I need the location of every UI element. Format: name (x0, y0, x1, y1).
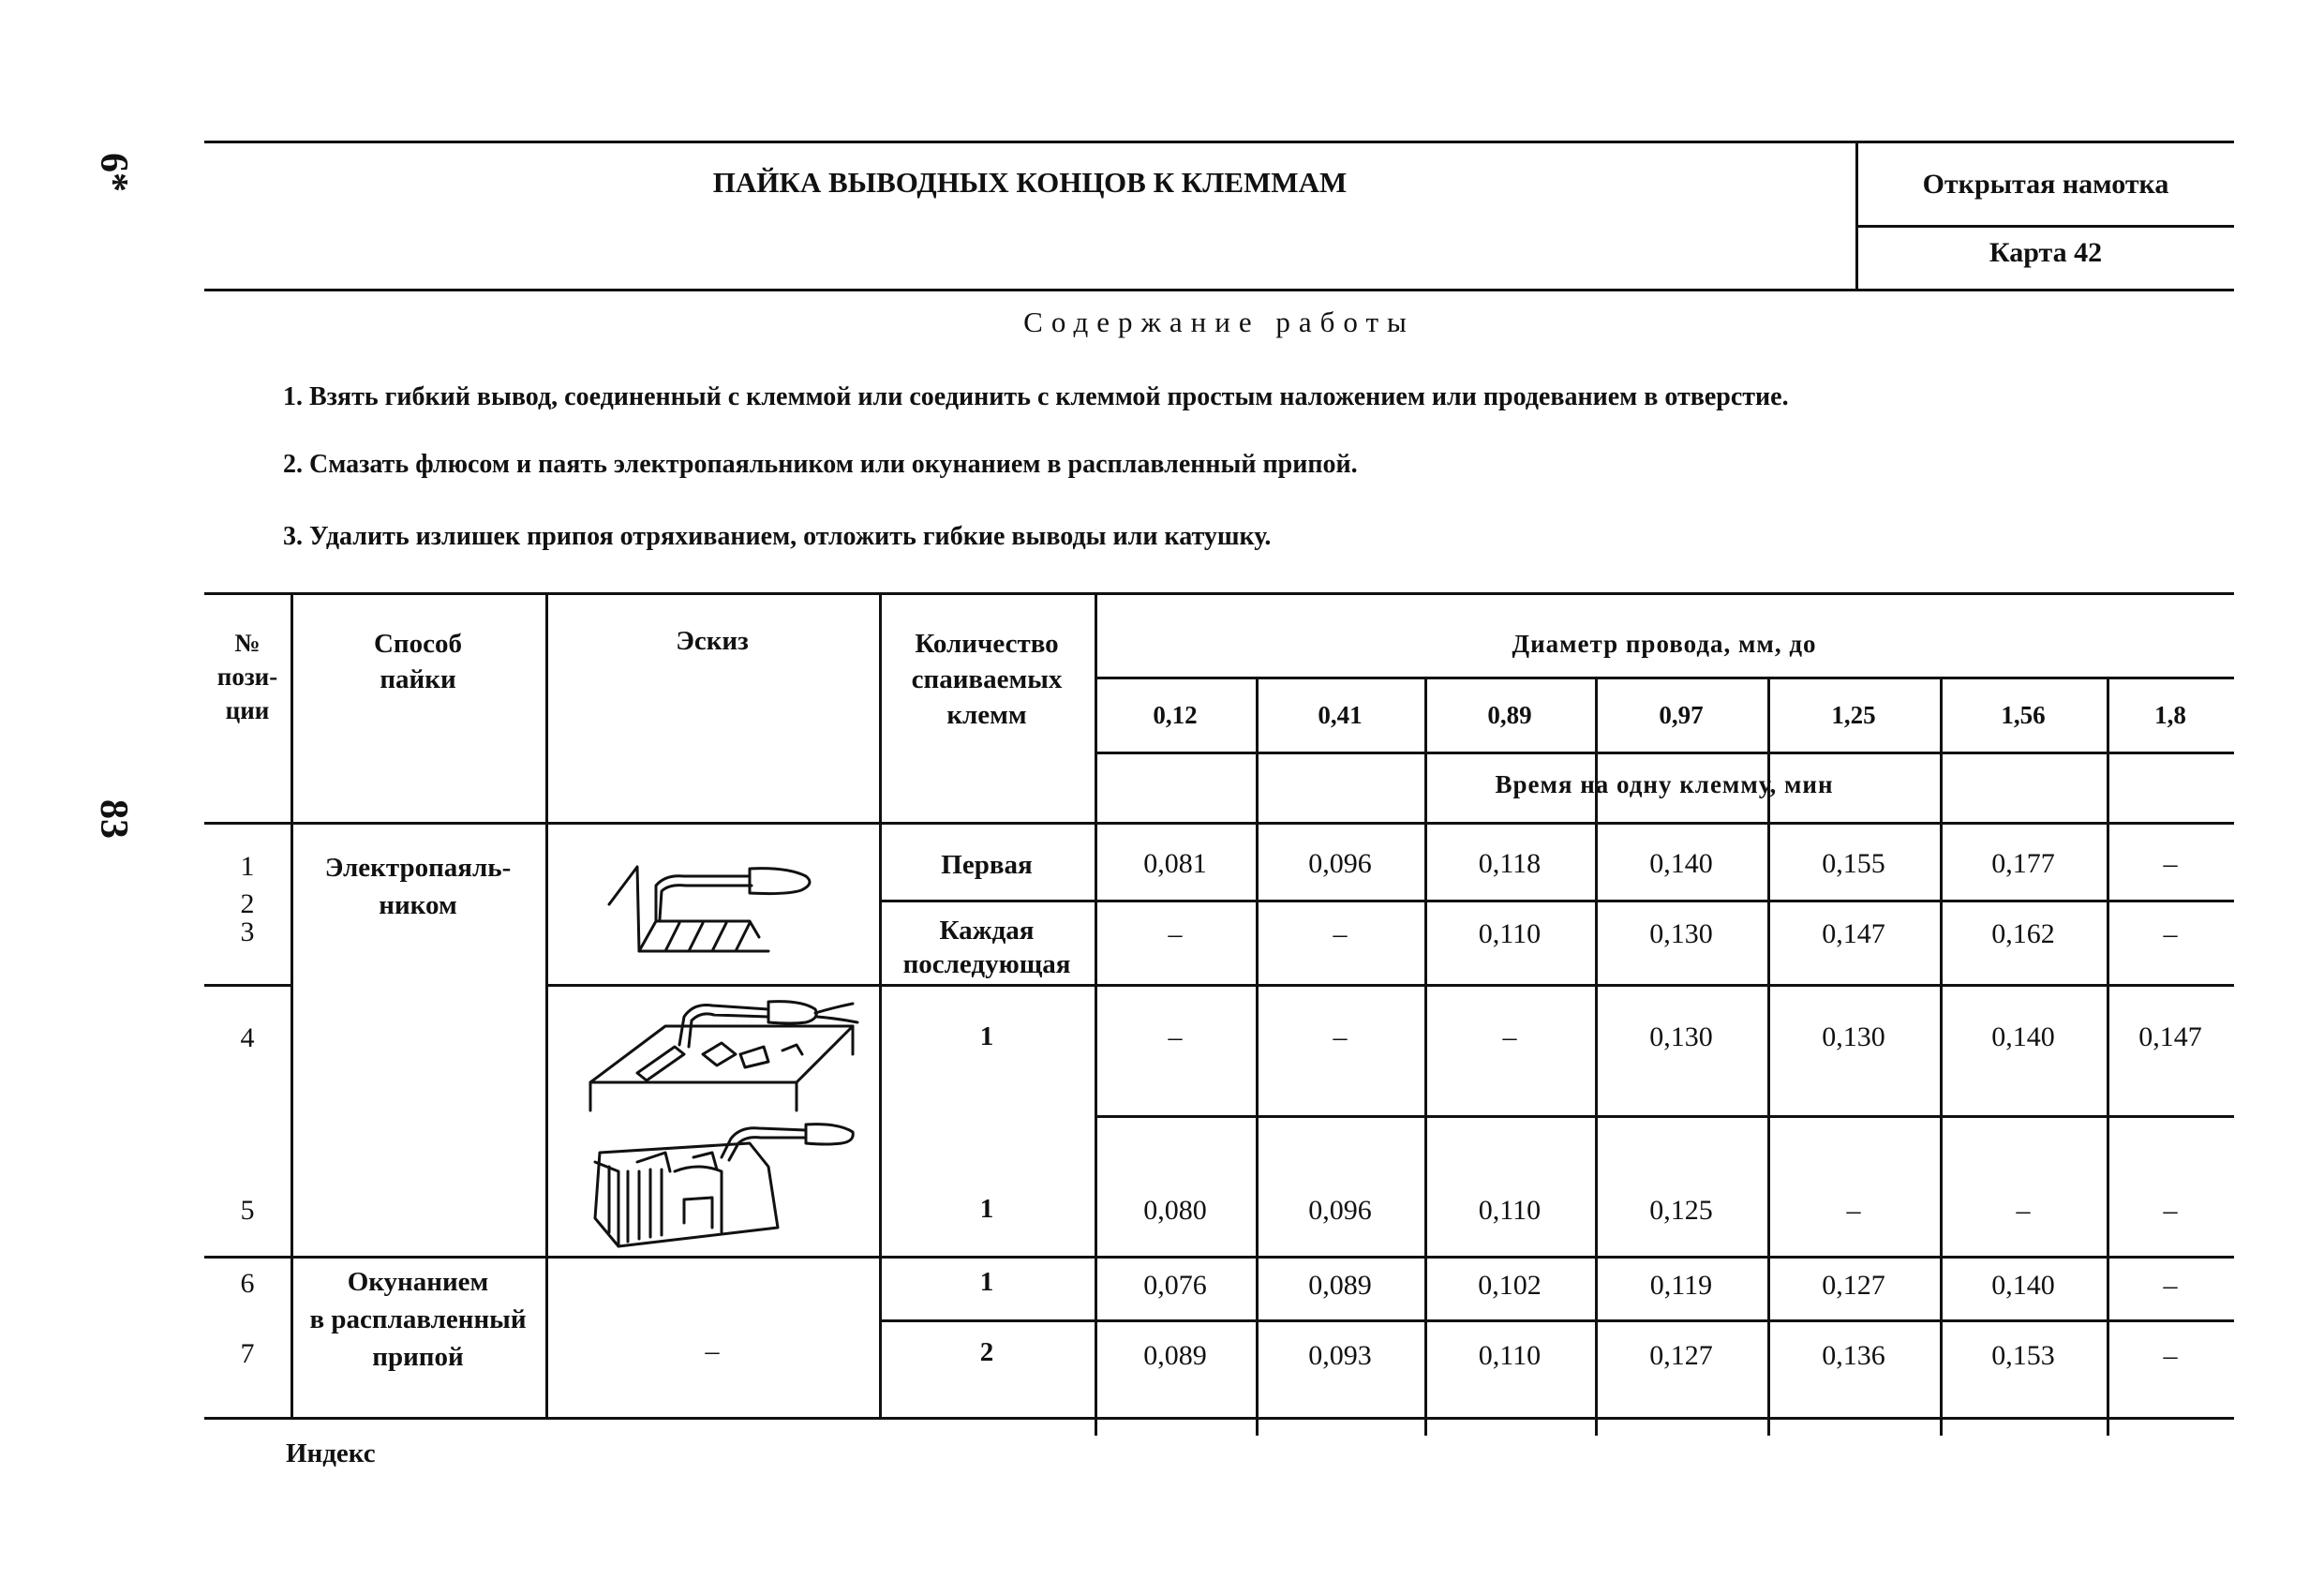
time-value: – (2163, 1270, 2178, 1301)
page-number: 83 (92, 799, 135, 839)
row-position: 7 (240, 1338, 255, 1369)
sketch-terminal-iron (600, 848, 825, 970)
time-value: 0,155 (1822, 848, 1885, 879)
col-sketch-header: Эскиз (676, 626, 749, 656)
time-value: 0,080 (1143, 1195, 1207, 1226)
time-value: 0,147 (2138, 1021, 2202, 1052)
col-time-header: Время на одну клемму, мин (1495, 770, 1834, 798)
row-position: 3 (240, 916, 255, 947)
time-value: 0,140 (1649, 848, 1713, 879)
col-count-header: Количество спаиваемых клемм (911, 629, 1063, 730)
time-value: 0,118 (1478, 848, 1542, 879)
row-position: 4 (240, 1022, 255, 1053)
time-value: 0,140 (1991, 1270, 2055, 1301)
diameter-6: 1,8 (2154, 701, 2186, 729)
diameter-5: 1,56 (2001, 701, 2046, 729)
time-value: – (2163, 1195, 2178, 1226)
time-value: 0,153 (1991, 1340, 2055, 1371)
row-count: Каждая последующая (902, 916, 1071, 979)
step-2: 2. Смазать флюсом и паять электропаяльником или окунанием в расплавленный припой. (283, 450, 1358, 479)
step-3: 3. Удалить излишек припоя отряхиванием, отложить гибкие выводы или катушку. (283, 522, 1272, 551)
sketch-dash: – (705, 1335, 720, 1366)
time-value: 0,093 (1308, 1340, 1372, 1371)
page-title: ПАЙКА ВЫВОДНЫХ КОНЦОВ К КЛЕММАМ (712, 166, 1348, 199)
time-value: – (2163, 1340, 2178, 1371)
time-value: – (1333, 1021, 1348, 1052)
time-value: – (2016, 1195, 2031, 1226)
diameter-3: 0,97 (1659, 701, 1704, 729)
time-value: 0,076 (1143, 1270, 1207, 1301)
row-count: 2 (979, 1337, 994, 1367)
col-method-header: Способ пайки (373, 629, 463, 694)
row-position: 6 (240, 1268, 255, 1299)
time-value: 0,162 (1991, 918, 2055, 949)
time-value: – (1333, 918, 1348, 949)
col-pos-header: № пози- ции (216, 629, 278, 724)
row-count: 1 (979, 1194, 994, 1224)
winding-label: Открытая намотка (1922, 169, 2169, 200)
diameter-4: 1,25 (1831, 701, 1876, 729)
sketch-coil-iron (581, 1115, 862, 1256)
row-position: 5 (240, 1195, 255, 1226)
content-heading: Содержание работы (1023, 305, 1415, 338)
time-value: 0,127 (1822, 1270, 1885, 1301)
time-value: – (2163, 848, 2178, 879)
time-value: – (1846, 1195, 1861, 1226)
time-value: 0,089 (1308, 1270, 1372, 1301)
row-count: 1 (979, 1021, 994, 1051)
sketch-board-iron (581, 989, 862, 1120)
diameter-1: 0,41 (1318, 701, 1363, 729)
diameter-2: 0,89 (1487, 701, 1532, 729)
time-value: 0,081 (1143, 848, 1207, 879)
side-mark: 6* (92, 153, 135, 192)
time-value: 0,125 (1649, 1195, 1713, 1226)
time-value: 0,147 (1822, 918, 1885, 949)
time-value: 0,096 (1308, 848, 1372, 879)
diameter-0: 0,12 (1153, 701, 1198, 729)
row-count: 1 (979, 1267, 994, 1297)
time-value: – (1168, 1021, 1183, 1052)
step-1: 1. Взять гибкий вывод, соединенный с клеммой или соединить с клеммой простым наложением или продеванием в отверстие. (283, 382, 1789, 411)
time-value: 0,127 (1649, 1340, 1713, 1371)
time-value: 0,110 (1478, 1195, 1542, 1226)
time-value: – (2163, 918, 2178, 949)
time-value: 0,177 (1991, 848, 2055, 879)
time-value: 0,110 (1478, 1340, 1542, 1371)
col-diameter-header: Диаметр провода, мм, до (1512, 630, 1817, 658)
time-value: 0,102 (1478, 1270, 1542, 1301)
row-count: Первая (941, 850, 1033, 880)
index-label: Индекс (286, 1438, 376, 1468)
time-value: 0,119 (1649, 1270, 1713, 1301)
time-value: 0,130 (1822, 1021, 1885, 1052)
card-label: Карта 42 (1989, 237, 2103, 268)
time-value: 0,140 (1991, 1021, 2055, 1052)
method-dipping: Окунанием в расплавленный припой (309, 1267, 527, 1372)
time-value: – (1502, 1021, 1517, 1052)
time-value: 0,110 (1478, 918, 1542, 949)
row-position: 1 2 (240, 851, 255, 919)
time-value: 0,096 (1308, 1195, 1372, 1226)
time-value: – (1168, 918, 1183, 949)
time-value: 0,130 (1649, 918, 1713, 949)
time-value: 0,136 (1822, 1340, 1885, 1371)
method-soldering-iron: Электропаяль- ником (324, 853, 512, 920)
time-value: 0,089 (1143, 1340, 1207, 1371)
time-value: 0,130 (1649, 1021, 1713, 1052)
